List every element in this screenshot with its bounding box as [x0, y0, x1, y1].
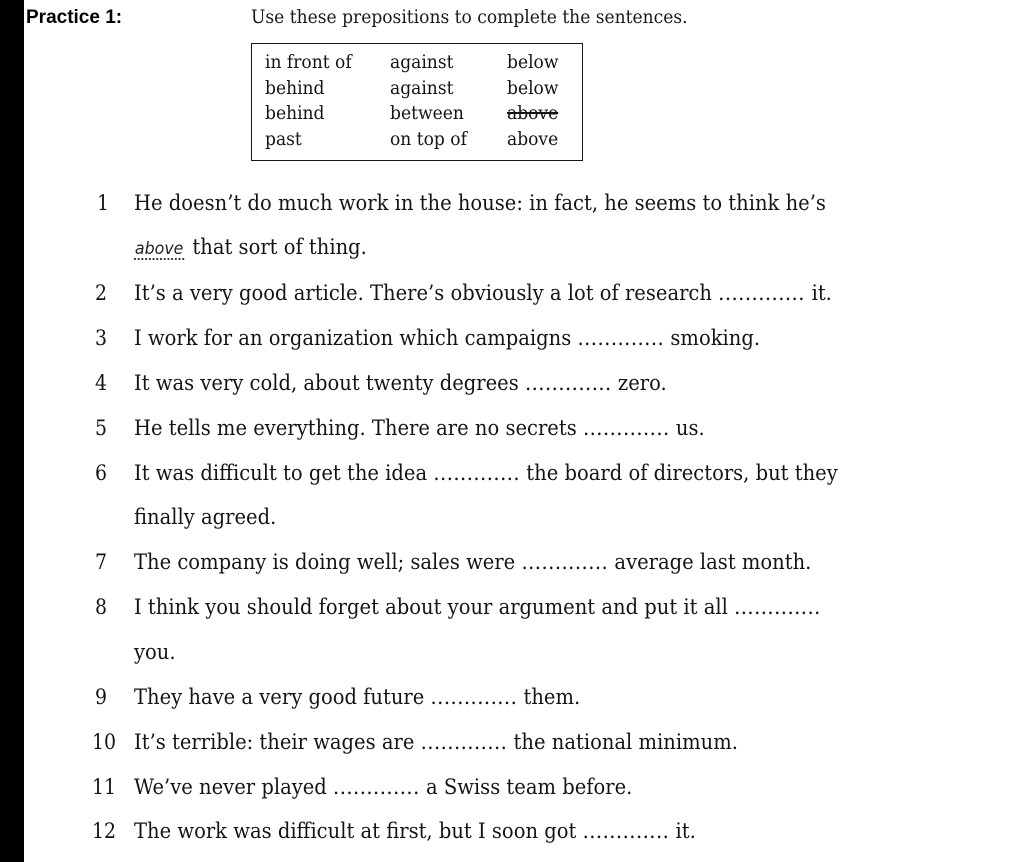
sentence-text: The company is doing well; sales were — [134, 550, 522, 574]
sentence-text: them. — [517, 685, 581, 709]
answer-blank: ............. — [430, 685, 518, 709]
sentence-line — [134, 505, 276, 529]
sentence-text: We’ve never played — [134, 775, 334, 799]
sentence-text: us. — [669, 416, 705, 440]
sentence-text: He tells me everything. There are no secrets — [134, 416, 583, 440]
sentence-number: 3 — [95, 326, 108, 350]
word-item: against — [390, 76, 454, 99]
answer-blank: ............. — [333, 775, 420, 799]
sentence-text: it. — [669, 819, 696, 843]
sentence-line — [134, 281, 832, 305]
sentence-number: 6 — [95, 461, 108, 485]
sentence-number: 2 — [95, 281, 108, 305]
sentence-line — [134, 461, 838, 485]
sentence-text: that sort of thing. — [186, 235, 367, 259]
sentence-number: 1 — [97, 191, 110, 215]
sentence-text: average last month. — [608, 550, 812, 574]
word-item: behind — [265, 76, 325, 99]
word-box — [251, 43, 583, 161]
answer-blank: ............. — [420, 730, 508, 754]
sentence-text: It was very cold, about twenty degrees — [134, 371, 525, 395]
sentence-text: the national minimum. — [507, 730, 738, 754]
word-item: on top of — [390, 127, 467, 150]
sentence-line — [134, 416, 705, 440]
sentence-number: 9 — [95, 685, 108, 709]
sentence-text: The work was difficult at first, but I soon got — [134, 819, 583, 843]
sentence-text: It’s terrible: their wages are — [134, 730, 421, 754]
sentence-text: the board of directors, but they — [520, 461, 838, 485]
handwritten-answer: above — [134, 239, 184, 259]
sentence-line — [134, 235, 367, 260]
sentence-text: a Swiss team before. — [419, 775, 633, 799]
sentence-text: It was difficult to get the idea — [134, 461, 434, 485]
left-edge-bar — [0, 0, 24, 862]
answer-blank: ............. — [577, 326, 665, 350]
word-item: between — [390, 102, 464, 124]
word-item: behind — [265, 102, 325, 124]
sentence-number: 11 — [92, 775, 117, 799]
sentence-number: 5 — [95, 416, 108, 440]
sentence-text: I work for an organization which campaigns — [134, 326, 578, 350]
sentence-text: finally agreed. — [134, 505, 277, 529]
word-item-crossed-out: above — [507, 102, 559, 124]
word-item: past — [265, 127, 302, 150]
word-column — [390, 50, 475, 152]
answer-blank: ............. — [734, 595, 821, 619]
sentence-line — [134, 819, 696, 843]
sentence-text: you. — [134, 640, 176, 664]
sentence-line — [134, 775, 632, 799]
word-column — [265, 50, 361, 152]
sentence-line — [134, 595, 821, 619]
sentence-text: They have a very good future — [134, 685, 431, 709]
sentence-text: it. — [811, 281, 832, 305]
word-item: below — [507, 76, 559, 99]
sentence-number: 7 — [95, 550, 108, 574]
sentence-number: 8 — [95, 595, 108, 619]
sentence-line — [134, 730, 738, 754]
sentence-text: zero. — [611, 371, 667, 395]
answer-blank: ............. — [433, 461, 521, 485]
sentence-text: It’s a very good article. There’s obviously a lot of research — [134, 281, 719, 305]
sentence-text: I think you should forget about your argument and put it all — [134, 595, 735, 619]
practice-label: Practice 1: — [26, 7, 123, 28]
sentence-line — [134, 640, 176, 664]
word-item: in front of — [265, 51, 352, 73]
answer-blank: ............. — [582, 416, 670, 440]
sentence-line — [134, 326, 760, 350]
sentence-number: 4 — [95, 371, 108, 395]
answer-blank: ............. — [718, 281, 812, 305]
sentence-text: He doesn’t do much work in the house: in fact, he seems to think he’s — [134, 191, 826, 215]
sentence-text: smoking. — [664, 326, 761, 350]
word-item: against — [390, 51, 454, 73]
answer-blank: ............. — [521, 550, 609, 574]
sentence-line — [134, 685, 580, 709]
sentence-number: 12 — [92, 819, 117, 843]
sentence-line — [134, 191, 826, 215]
word-item: above — [507, 127, 559, 150]
answer-blank: ............. — [582, 819, 670, 843]
sentence-line — [134, 550, 811, 574]
word-item: below — [507, 51, 559, 73]
sentence-number: 10 — [92, 730, 117, 754]
word-column — [507, 50, 564, 152]
sentence-line — [134, 371, 667, 395]
answer-blank: ............. — [524, 371, 612, 395]
instruction-text: Use these prepositions to complete the sentences. — [251, 6, 688, 28]
